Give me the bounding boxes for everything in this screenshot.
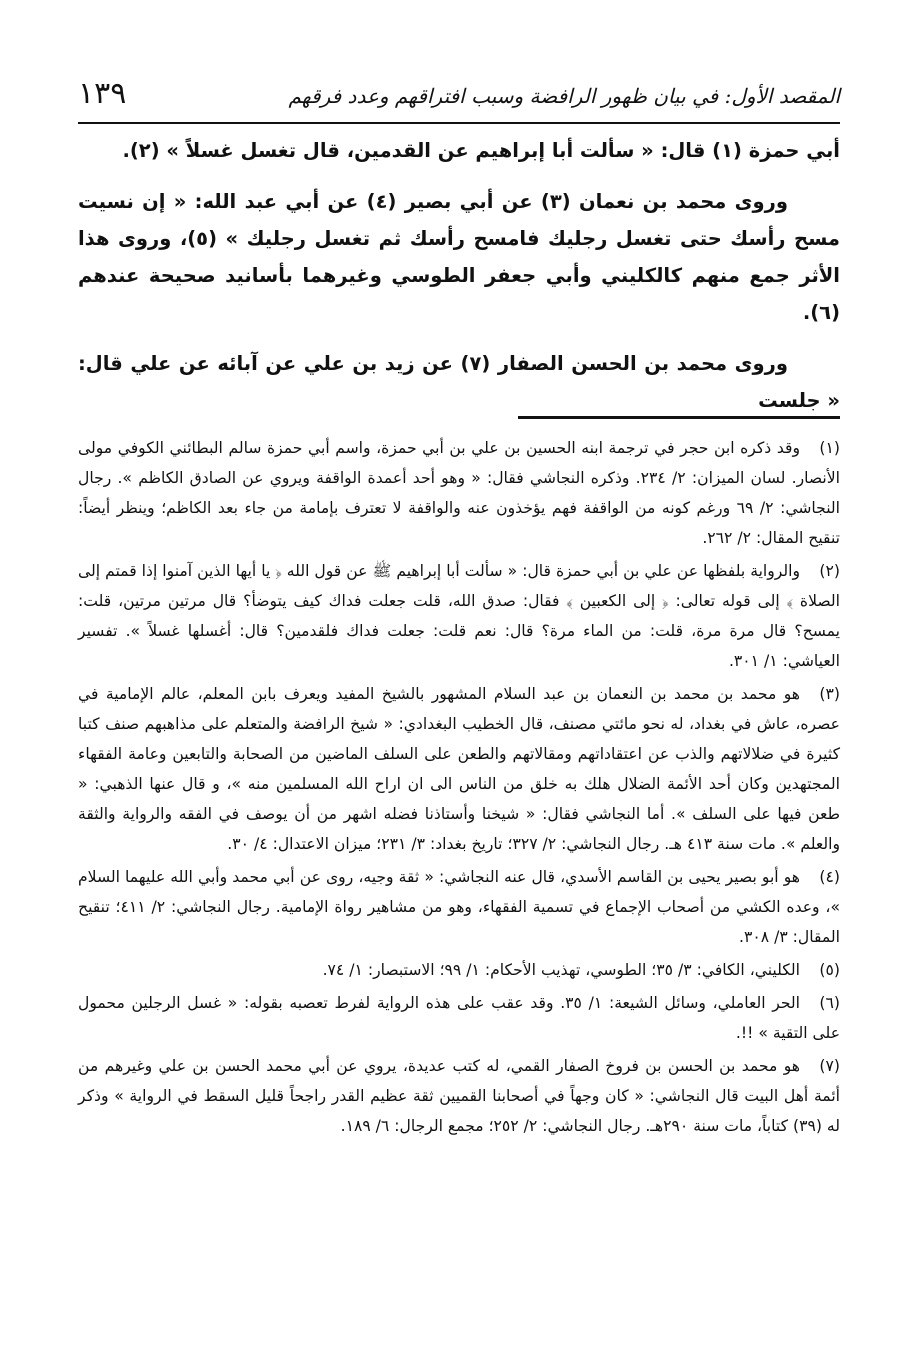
footnote-text: هو محمد بن الحسن بن فروخ الصفار القمي، له كتب عديدة، يروي عن أبي محمد الحسن بن علي وغيرهم من أئمة أهل البيت قال النجاشي: « كان وجهاً في أصحابنا القميين ثقة عظيم القدر راجحاً قليل السقط في الرواية » وذكر له (٣٩) كتاباً، مات سنة ٢٩٠هـ. رجال النجاشي: ٢/ ٢٥٢؛ مجمع الرجال: ٦/ ١٨٩. [78, 1057, 840, 1135]
footnote-number: (٦) [819, 994, 840, 1012]
paragraph: أبي حمزة (١) قال: « سألت أبا إبراهيم عن القدمين، قال تغسل غسلاً » (٢). [122, 139, 840, 162]
footnote [78, 1051, 840, 1141]
footnote [78, 955, 840, 985]
page-number: ١٣٩ [78, 76, 127, 111]
footnote [78, 679, 840, 859]
page-header [78, 72, 840, 120]
paragraph: وروى محمد بن الحسن الصفار (٧) عن زيد بن علي عن آبائه عن علي قال: « جلست [78, 352, 840, 412]
footnote [78, 433, 840, 553]
footnote-number: (٥) [819, 961, 840, 979]
footnote-number: (٧) [819, 1057, 840, 1075]
main-text [78, 132, 840, 433]
footnote [78, 862, 840, 952]
footnote-number: (٣) [819, 685, 840, 703]
footnote-number: (٢) [819, 562, 840, 580]
footnote-number: (١) [819, 439, 840, 457]
footnote-text: وقد ذكره ابن حجر في ترجمة ابنه الحسين بن علي بن أبي حمزة، واسم أبي حمزة سالم البطائني الكوفي مولى الأنصار. لسان الميزان: ٢/ ٢٣٤. وذكره النجاشي فقال: « وهو أحد أعمدة الواقفة ويروي عن الصادق الكاظم ». رجال النجاشي: ٢/ ٦٩ ورغم كونه من الواقفة فهم يؤخذون عنه والواقفة لا تعترف بإمامة من جاء بعد الكاظم؛ وينظر أيضاً: تنقيح المقال: ٢/ ٢٦٢. [78, 439, 840, 547]
footnote [78, 556, 840, 676]
footnote-text: الحر العاملي، وسائل الشيعة: ١/ ٣٥. وقد عقب على هذه الرواية لفرط تعصبه بقوله: « غسل الرجلين محمول على التقية » !!. [78, 994, 840, 1042]
footnote-separator [518, 416, 840, 419]
footnote-text: الكليني، الكافي: ٣/ ٣٥؛ الطوسي، تهذيب الأحكام: ١/ ٩٩؛ الاستبصار: ١/ ٧٤. [322, 961, 800, 979]
footnote-text: والرواية بلفظها عن علي بن أبي حمزة قال: « سألت أبا إبراهيم ﷺ عن قول الله ﴿ يا أيها الذين آمنوا إذا قمتم إلى الصلاة ﴾ إلى قوله تعالى: ﴿ إلى الكعبين ﴾ فقال: صدق الله، قلت جعلت فداك كيف يتوضأ؟ قال مرتين مرتين، قلت: يمسح؟ قال مرة مرة، قلت: من الماء مرة؟ قال: نعم قلت: جعلت فداك فلقدمين؟ قال: أغسلها غسلاً ». تفسير العياشي: ١/ ٣٠١. [78, 562, 840, 670]
footnotes [78, 433, 840, 1144]
footnote-text: هو أبو بصير يحيى بن القاسم الأسدي، قال عنه النجاشي: « ثقة وجيه، روى عن أبي محمد وأبي الله عليهما السلام »، وعده الكشي من أصحاب الإجماع في تسمية الفقهاء، وهو من مشاهير رواة الإمامية. رجال النجاشي: ٢/ ٤١١؛ تنقيح المقال: ٣/ ٣٠٨. [78, 868, 840, 946]
footnote-number: (٤) [819, 868, 840, 886]
footnote-text: هو محمد بن محمد بن النعمان بن عبد السلام المشهور بالشيخ المفيد ويعرف بابن المعلم، عالم الإمامية في عصره، عاش في بغداد، له نحو مائتي مصنف، قال الخطيب البغدادي: « شيخ الرافضة والمتعلم على مذاهبهم صنف كتبا كثيرة في ضلالاتهم والذب عن اعتقاداتهم ومقالاتهم والطعن على السلف الماضين من الصحابة والتابعين وعامة الفقهاء المجتهدين وكان أحد الأئمة الضلال هلك به خلق من الناس الى ان اراح الله المسلمين منه »، و قال عنها الذهبي: « طعن فيها على السلف ». أما النجاشي فقال: « شيخنا وأستاذنا فضله اشهر من أن يوصف في الفقه والرواية والثقة والعلم ». مات سنة ٤١٣ هـ. رجال النجاشي: ٢/ ٣٢٧؛ تاريخ بغداد: ٣/ ٢٣١؛ ميزان الاعتدال: ٤/ ٣٠. [78, 685, 840, 853]
header-rule [78, 122, 840, 124]
footnote [78, 988, 840, 1048]
paragraph: وروى محمد بن نعمان (٣) عن أبي بصير (٤) عن أبي عبد الله: « إن نسيت مسح رأسك حتى تغسل رجليك فامسح رأسك ثم تغسل رجليك » (٥)، وروى هذا الأثر جمع منهم كالكليني وأبي جعفر الطوسي وغيرهما بأسانيد صحيحة عندهم (٦). [78, 190, 840, 324]
running-title: المقصد الأول: في بيان ظهور الرافضة وسبب افتراقهم وعدد فرقهم [288, 84, 840, 108]
